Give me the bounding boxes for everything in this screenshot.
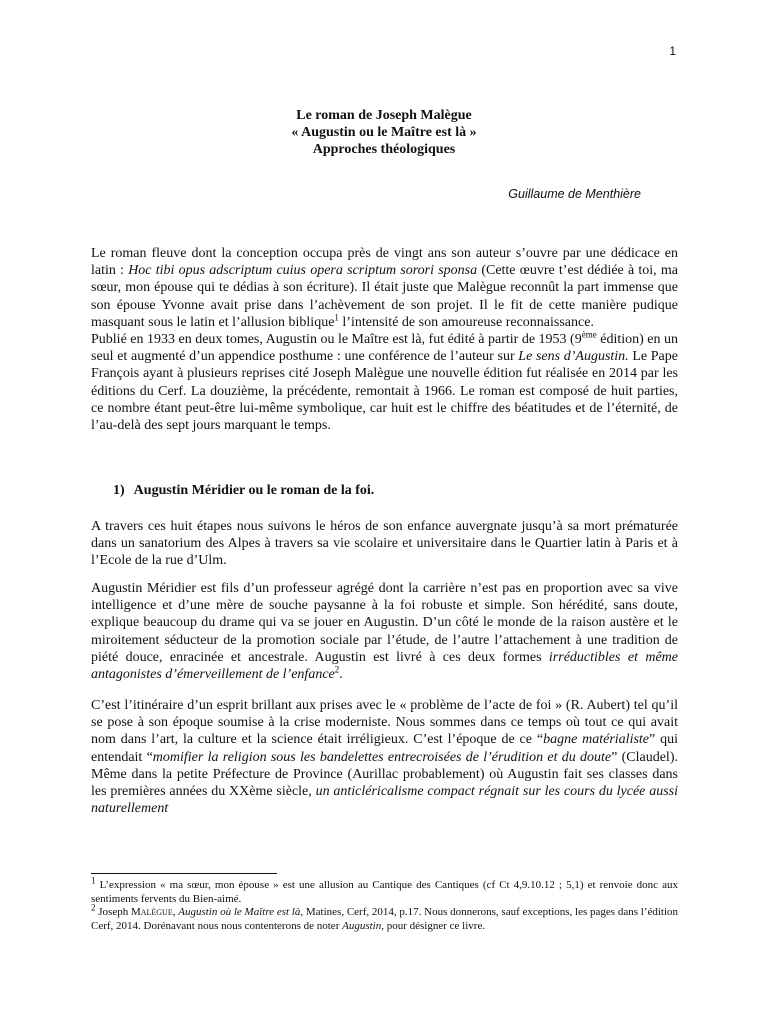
author-small-caps: Malègue [130, 906, 173, 918]
text-run: , [172, 906, 179, 918]
footnote-number: 2 [91, 902, 96, 913]
title-line-2: « Augustin ou le Maître est là » [291, 125, 477, 140]
footnote-2 [91, 902, 679, 933]
footnote-number: 1 [91, 875, 96, 886]
text-run: Joseph [95, 906, 131, 918]
italic-title: Augustin [342, 919, 382, 932]
footnote-ref-2[interactable]: 2 [334, 664, 340, 675]
paragraph-itinerary [91, 697, 678, 817]
text-run: Le roman fleuve dont la conception occupa près de vingt ans son auteur s’ouvre par une dédicace en latin : [91, 246, 678, 279]
text-run: édition) en un seul et augmenté d’un appendice posthume : une conférence de l’auteur sur [91, 332, 679, 365]
italic-title: Le sens d’Augustin. [518, 349, 629, 365]
section-title: Augustin Méridier ou le roman de la foi. [133, 483, 375, 498]
paragraph-heredity [91, 580, 678, 683]
title-line-1: Le roman de Joseph Malègue [296, 108, 472, 123]
footnotes [91, 875, 679, 933]
latin-dedication: Hoc tibi opus adscriptum cuius opera scriptum sorori sponsa [128, 263, 478, 279]
paragraph-text: A travers ces huit étapes nous suivons le héros de son enfance auvergnate jusqu’à sa mort prématurée dans un sanatorium des Alpes à travers sa vie scolaire et universitaire dans le Quartier latin à Paris et à l’Ecole de la rue d’Ulm. [91, 519, 678, 569]
section-heading [113, 483, 374, 499]
text-run: C’est l’itinéraire d’un esprit brillant aux prises avec le « problème de l’acte de foi » (R. Aubert) tel qu’il se pose à son époque soumise à la crise moderniste. Nous sommes dans ce temps où tout ce qui avait nom dans l’art, la culture et la science était irréligieux. C’est l’époque de ce “ [91, 698, 678, 748]
italic-quote: momifier la religion sous les bandelettes entrecroisées de l’érudition et du doute [152, 749, 612, 765]
paragraph-publication [91, 331, 678, 434]
text-run: , Matines, Cerf, 2014, p.17. Nous donnerons, sauf exceptions, les pages dans l’édition Cerf, 2014. Dorénavant nous nous contenterons de noter [91, 906, 679, 932]
italic-title: Augustin où le Maître est là [178, 906, 301, 918]
italic-quote: un anticléricalisme compact régnait sur les cours du lycée aussi naturellement [91, 784, 678, 817]
author-name: Guillaume de Menthière [508, 187, 641, 201]
section-number: 1) [113, 483, 125, 498]
text-run: . [339, 667, 343, 683]
footnote-separator [91, 873, 277, 874]
intro-paragraphs [91, 245, 678, 434]
title-line-3: Approches théologiques [312, 142, 456, 157]
text-run: Le Pape François ayant à plusieurs reprises cité Joseph Malègue une nouvelle édition fut réalisée en 2014 par les éditions du Cerf. La douzième, la précédente, remontait à 1966. Le roman est composé de huit parties, ce nombre étant peut-être lui-même symbolique, car huit est le chiffre des béatitudes et de l’éternité, de l’au-delà des sept jours marquant le temps. [91, 349, 678, 434]
text-run: ” qui entendait “ [91, 732, 678, 765]
text-run: Augustin Méridier est fils d’un professeur agrégé dont la carrière n’est pas en proportion avec sa vive intelligence et d’une mère de souche paysanne à la foi robuste et simple. Son hérédité, sans doute, explique beaucoup du drame qui va se jouer en Augustin. D’un côté le monde de la raison austère et le miroitement séducteur de la promotion sociale par l’étude, de l’autre l’attachement à une tradition de piété douce, enracinée et ancestrale. Augustin est livré à ces deux formes [91, 581, 678, 665]
text-run: l’intensité de son amoureuse reconnaissance. [338, 314, 594, 330]
text-run: , pour désigner ce livre. [381, 919, 486, 932]
superscript-eme: ème [581, 329, 597, 340]
text-run: (Cette œuvre t’est dédiée à toi, ma sœur, mon épouse qui te dédias à son écriture). Il était juste que Malègue reconnût la part immense que son épouse Yvonne avait prise dans l’achèvement de son projet. Il le fit de cette manière pudique masquant sous le latin et l’allusion biblique [91, 263, 678, 330]
text-run: ” (Claudel). Même dans la petite Préfecture de Province (Aurillac probablement) où Augustin fait ses classes dans les premières années du XXème siècle, [91, 749, 678, 800]
paragraph-dedication [91, 245, 678, 331]
paragraph-journey [91, 518, 678, 570]
document-title [0, 107, 768, 158]
italic-quote: irréductibles et même antagonistes d’émerveillement de l’enfance [91, 649, 678, 683]
page-number: 1 [669, 44, 676, 58]
text-run: Publié en 1933 en deux tomes, Augustin ou le Maître est là, fut édité à partir de 1953 (9 [91, 332, 582, 348]
footnote-1 [91, 875, 678, 906]
footnote-ref-1[interactable]: 1 [334, 312, 339, 323]
italic-quote: bagne matérialiste [543, 732, 650, 748]
footnote-text: L’expression « ma sœur, mon épouse » est une allusion au Cantique des Cantiques (cf Ct 4,9.10.12 ; 5,1) et renvoie donc aux sentiments fervents du Bien-aimé. [91, 879, 678, 905]
